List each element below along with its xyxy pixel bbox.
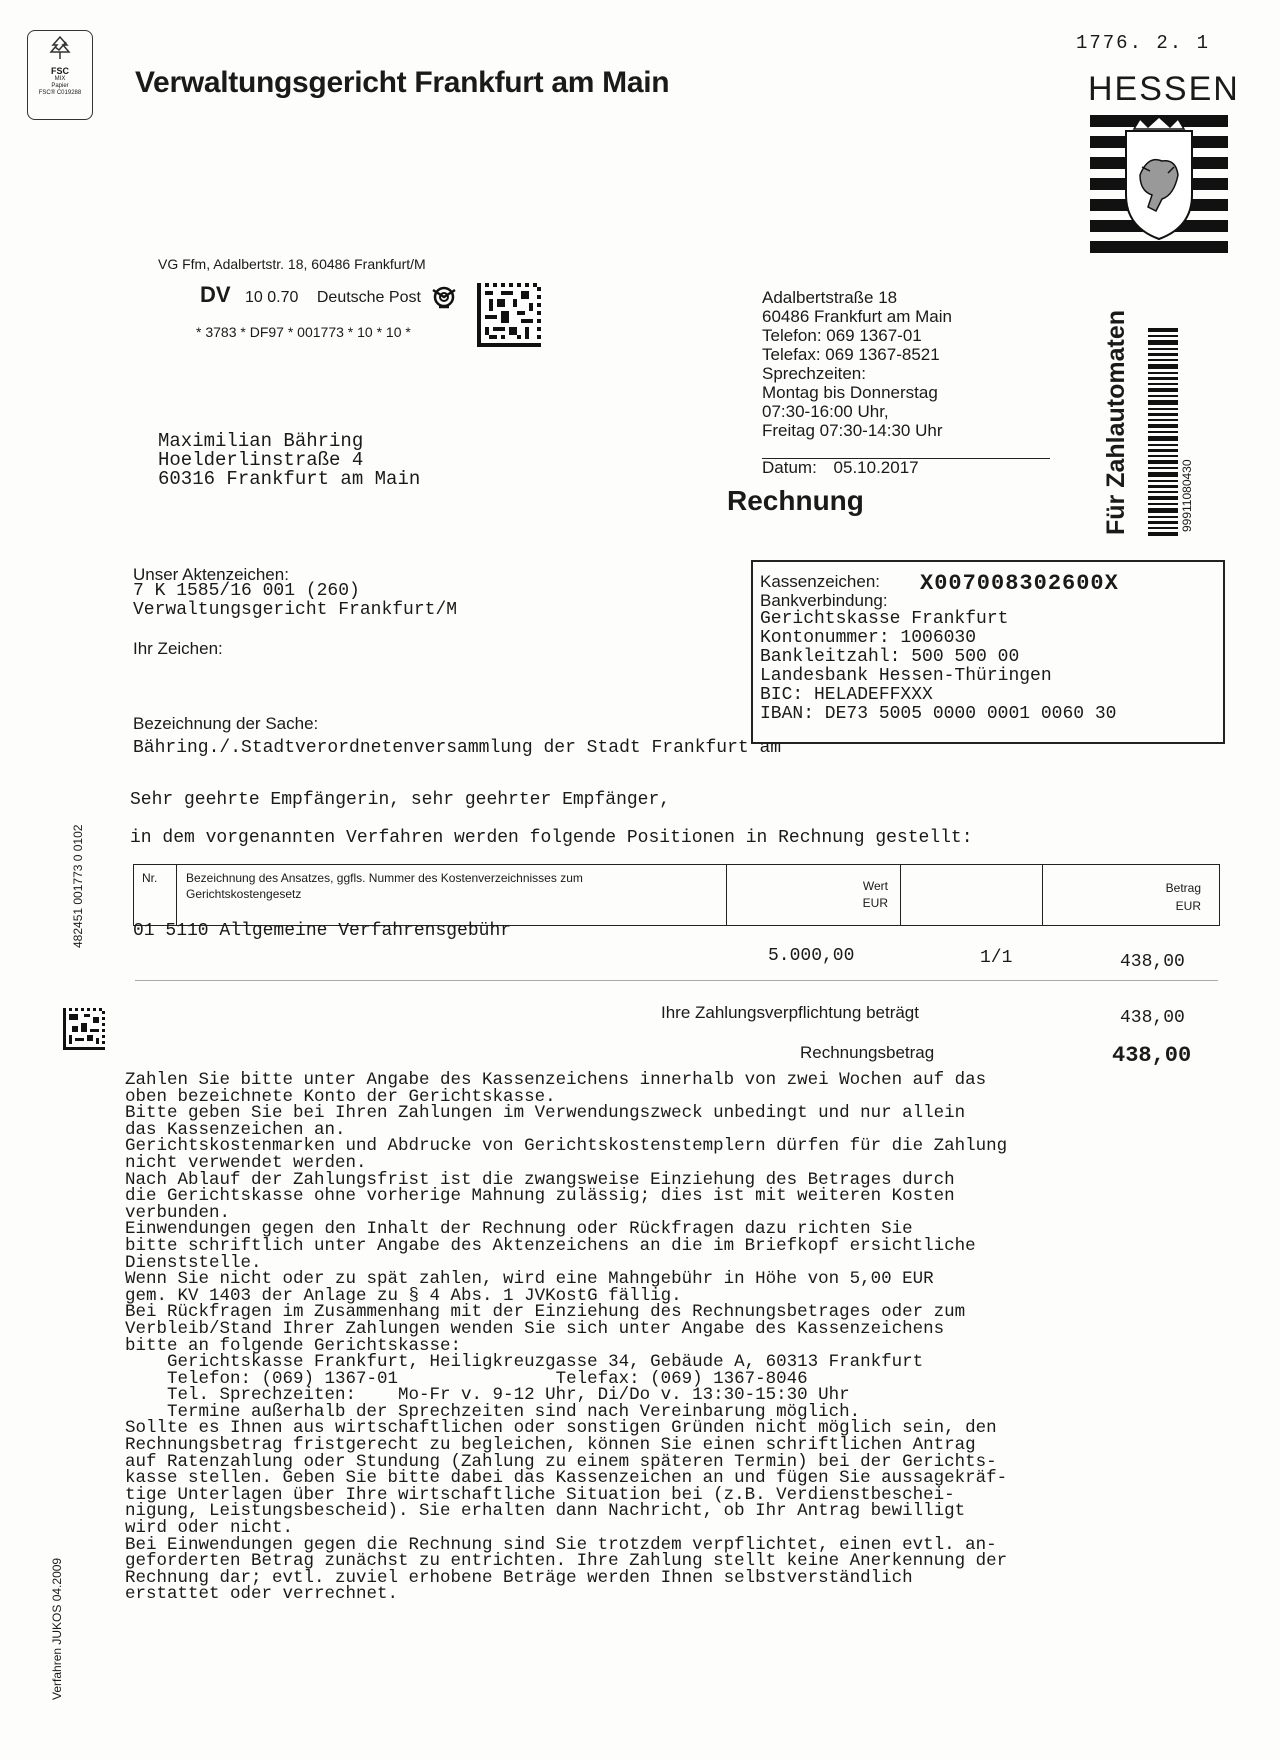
payment-obligation-label: Ihre Zahlungsverpflichtung beträgt (661, 1003, 919, 1022)
col-nr (134, 865, 177, 925)
payment-machine-text: Für Zahlautomaten (1102, 309, 1130, 535)
invoice-amount-label: Rechnungsbetrag (800, 1043, 935, 1062)
case-number-label: Unser Aktenzeichen: (133, 565, 289, 584)
matter-label: Bezeichnung der Sache: (133, 714, 319, 733)
cash-reference-label: Kassenzeichen: (760, 572, 881, 591)
recipient-address (158, 432, 420, 489)
post-horn-icon (429, 286, 459, 310)
hessen-coat-of-arms-icon (1090, 115, 1228, 253)
document-type-title: Rechnung (727, 485, 864, 516)
intro-text: in dem vorgenannten Verfahren werden folgende Positionen in Rechnung gestellt: (130, 828, 973, 848)
dv-values: 10 0.70 (245, 289, 299, 306)
table-bottom-rule (135, 980, 1218, 981)
col-betrag-unit: EUR (1175, 899, 1201, 913)
bank-code: Bankleitzahl: 500 500 00 (760, 647, 1020, 667)
positions-table-header (133, 864, 1220, 926)
case-number-value: 7 K 1585/16 001 (260) (133, 581, 360, 601)
bank-name: Landesbank Hessen-Thüringen (760, 666, 1052, 686)
bank-lines (760, 610, 1116, 724)
reference-number: 1776. 2. 1 (1075, 32, 1210, 54)
bank-account-number: Kontonummer: 1006030 (760, 628, 977, 648)
contact-phone: Telefon: 069 1367-01 (762, 326, 922, 345)
recipient-city: 60316 Frankfurt am Main (158, 468, 421, 490)
margin-serial: 482451 001773 0 0102 (71, 824, 85, 948)
contact-hours-days: Montag bis Donnerstag (762, 383, 938, 402)
payment-obligation-value: 438,00 (1120, 1008, 1185, 1028)
fsc-label: FSC (51, 66, 69, 76)
fsc-logo (27, 30, 93, 120)
col-anteil (902, 865, 1043, 925)
postage-code: * 3783 * DF97 * 001773 * 10 * 10 * (196, 324, 411, 340)
barcode-number: 99911080430 (1180, 459, 1194, 532)
col-bezeichnung (176, 865, 727, 925)
col-bezeichnung-label-2: Gerichtskostengesetz (186, 887, 302, 901)
matter-value: Bähring./.Stadtverordnetenversammlung der Stadt Frankfurt am (133, 738, 782, 758)
court-contact-block (762, 288, 952, 440)
dv-code: DV (200, 282, 231, 307)
bank-account-holder: Gerichtskasse Frankfurt (760, 609, 1009, 629)
col-wert-unit: EUR (862, 896, 888, 910)
court-title: Verwaltungsgericht Frankfurt am Main (135, 66, 670, 99)
fsc-sub1: MIX (54, 76, 66, 82)
sender-return-address: VG Ffm, Adalbertstr. 18, 60486 Frankfurt/M (158, 256, 426, 272)
col-bezeichnung-label-1: Bezeichnung des Ansatzes, ggfls. Nummer des Kostenverzeichnisses zum (186, 871, 583, 885)
contact-hours-friday: Freitag 07:30-14:30 Uhr (762, 421, 943, 440)
recipient-street: Hoelderlinstraße 4 (158, 449, 364, 471)
postage-matrix-code-icon (477, 283, 541, 347)
margin-form-id: Verfahren JUKOS 04.2009 (50, 1557, 64, 1700)
contact-hours-time: 07:30-16:00 Uhr, (762, 402, 889, 421)
fsc-sub2: Papier (51, 83, 69, 89)
tree-check-icon (45, 35, 75, 61)
col-wert (728, 865, 901, 925)
contact-fax: Telefax: 069 1367-8521 (762, 345, 940, 364)
bank-bic: BIC: HELADEFFXXX (760, 685, 933, 705)
bank-connection-label: Bankverbindung: (760, 591, 888, 610)
table-row-description: 01 5110 Allgemeine Verfahrensgebühr (133, 921, 512, 941)
carrier-name: Deutsche Post (316, 289, 421, 306)
col-nr-label: Nr. (142, 871, 158, 885)
payment-instructions: Zahlen Sie bitte unter Angabe des Kassenzeichens innerhalb von zwei Wochen auf das oben bezeichnete Konto der Gerichtskasse. Bitte geben Sie bei Ihren Zahlungen im Verwendungszweck unbedingt und nur allein das Kassenzeichen an. Gerichtskostenmarken und Abdrucke von Gerichtskostenstemplern dürfen für die Zahlung nicht verwendet werden. Nach Ablauf der Zahlungsfrist ist die zwangsweise Einziehung des Betrages durch die Gerichtskasse ohne vorherige Mahnung zulässig; dies ist mit weiteren Kosten verbunden. Einwendungen gegen den Inhalt der Rechnung oder Rückfragen dazu richten Sie bitte schriftlich unter Angabe des Aktenzeichens an die im Briefkopf ersichtliche Dienststelle. Wenn Sie nicht oder zu spät zahlen, wird eine Mahngebühr in Höhe von 5,00 EUR gem. KV 1403 der Anlage zu § 4 Abs. 1 JVKostG fällig. Bei Rückfragen im Zusammenhang mit der Einziehung des Rechnungsbetrages oder zum Verbleib/Stand Ihrer Zahlungen wenden Sie sich unter Angabe des Kassenzeichens bitte an folgende Gerichtskasse: Gerichtskasse Frankfurt, Heiligkreuzgasse 34, Gebäude A, 60313 Frankfurt Telefon: (069) 1367-01 Telefax: (069) 1367-8046 Tel. Sprechzeiten: Mo-Fr v. 9-12 Uhr, Di/Do v. 13:30-15:30 Uhr Termine außerhalb der Sprechzeiten sind nach Vereinbarung möglich. Sollte es Ihnen aus wirtschaftlichen oder sonstigen Gründen nicht möglich sein, den Rechnungsbetrag fristgerecht zu begleichen, können Sie einen schriftlichen Antrag auf Ratenzahlung oder Stundung (Zahlung zu einem späteren Termin) bei der Gerichts- kasse stellen. Geben Sie bitte dabei das Kassenzeichen an und fügen Sie aussagekräf- tige Unterlagen über Ihre wirtschaftliche Situation bei (z.B. Verdienstbeschei- nigung, Leistungsbescheid). Sie erhalten dann Nachricht, ob Ihr Antrag bewilligt wird oder nicht. Bei Einwendungen gegen die Rechnung sind Sie trotzdem verpflichtet, einen evtl. an- geforderten Betrag zunächst zu entrichten. Ihre Zahlung stellt keine Anerkennung der Rechnung dar; evtl. zuviel erhobene Beträge werden Ihnen selbstverständlich erstattet oder verrechnet. (125, 1070, 1008, 1605)
cash-reference-value: X007008302600X (920, 571, 1119, 596)
postage-stamp (200, 282, 459, 310)
margin-matrix-code-icon (63, 1008, 105, 1050)
greeting: Sehr geehrte Empfängerin, sehr geehrter Empfänger, (130, 790, 671, 810)
date-label: Datum: (762, 458, 817, 477)
state-label: HESSEN (1088, 70, 1240, 108)
col-wert-label: Wert (862, 879, 888, 893)
bank-iban: IBAN: DE73 5005 0000 0001 0060 30 (760, 704, 1117, 724)
case-court: Verwaltungsgericht Frankfurt/M (133, 600, 458, 620)
fsc-sub3: FSC® C019288 (38, 90, 82, 96)
table-row-anteil: 1/1 (980, 948, 1013, 968)
invoice-amount-value: 438,00 (1112, 1043, 1192, 1068)
col-betrag-label: Betrag (1165, 881, 1201, 895)
contact-hours-label: Sprechzeiten: (762, 364, 866, 383)
contact-street: Adalbertstraße 18 (762, 288, 898, 307)
your-reference-label: Ihr Zeichen: (133, 639, 223, 658)
table-row-wert: 5.000,00 (768, 946, 855, 966)
recipient-name: Maximilian Bähring (158, 430, 364, 452)
payment-machine-label (1092, 309, 1142, 535)
contact-city: 60486 Frankfurt am Main (762, 307, 952, 326)
document-date (762, 458, 919, 478)
case-number-block (133, 582, 457, 620)
date-value: 05.10.2017 (833, 458, 919, 477)
table-row-betrag: 438,00 (1120, 952, 1185, 972)
